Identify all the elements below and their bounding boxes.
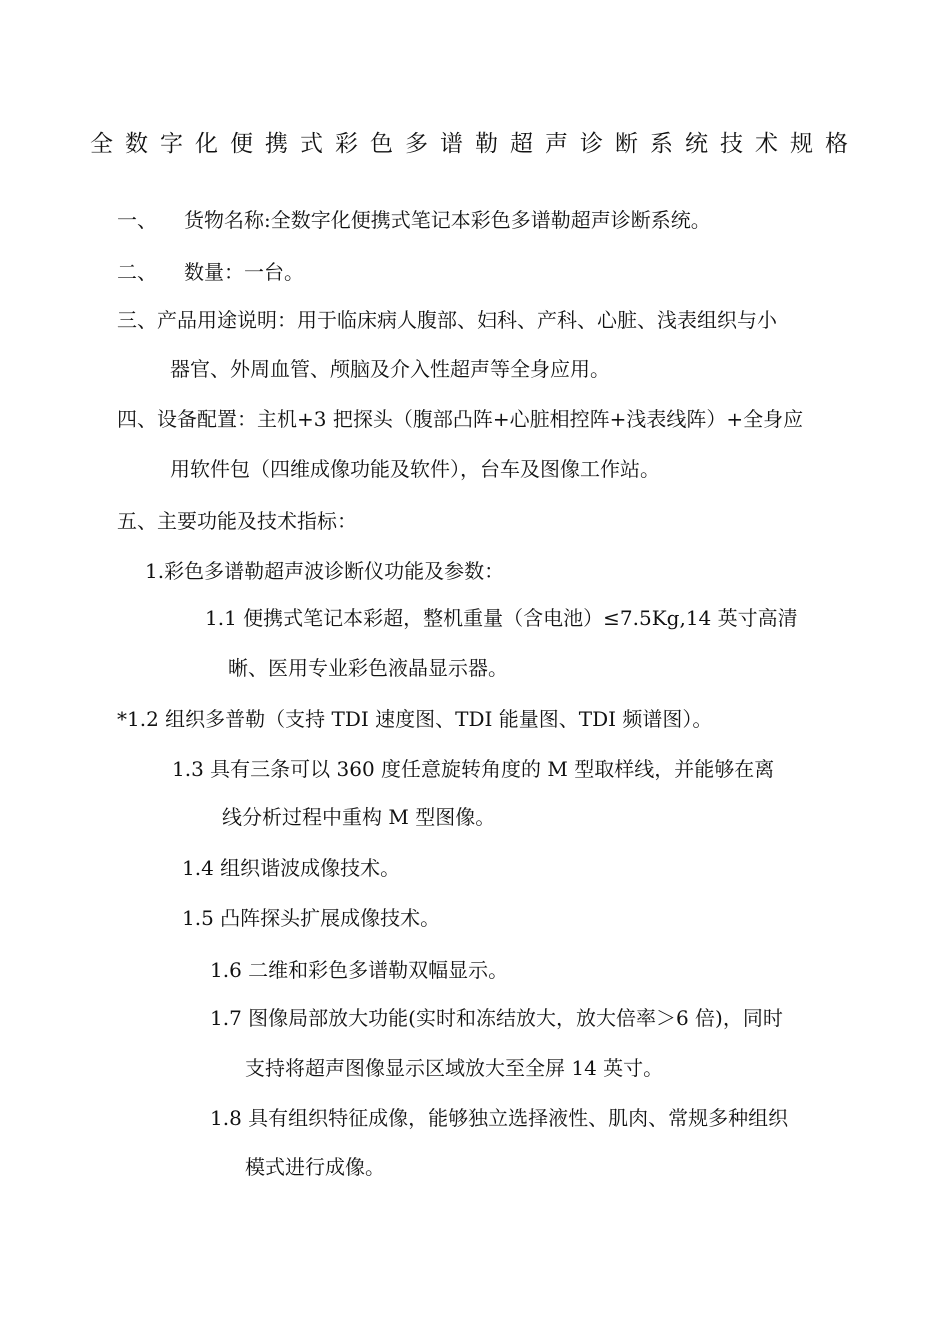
section-main-functions: 五、主要功能及技术指标：	[117, 509, 357, 533]
section-product-usage: 三、产品用途说明：用于临床病人腹部、妇科、产科、心脏、浅表组织与小	[117, 308, 777, 332]
page-title: 全数字化便携式彩色多谱勒超声诊断系统技术规格	[90, 131, 860, 157]
spec-item-cont: 模式进行成像。	[245, 1155, 385, 1179]
spec-item: 1.8 具有组织特征成像，能够独立选择液性、肌肉、常规多种组织	[210, 1106, 789, 1130]
section-product-usage-cont: 器官、外周血管、颅脑及介入性超声等全身应用。	[170, 357, 610, 381]
section-equipment-config-cont: 用软件包（四维成像功能及软件），台车及图像工作站。	[170, 457, 660, 481]
section-quantity	[117, 257, 304, 287]
spec-item: 1.6 二维和彩色多谱勒双幅显示。	[210, 958, 509, 982]
section-text: 货物名称:全数字化便携式笔记本彩色多谱勒超声诊断系统。	[184, 208, 711, 232]
subsection-heading: 1.彩色多谱勒超声波诊断仪功能及参数：	[145, 559, 505, 583]
section-equipment-config: 四、设备配置：主机+3 把探头（腹部凸阵+心脏相控阵+浅表线阵）+全身应	[117, 407, 804, 431]
section-number: 二、	[117, 260, 157, 284]
spec-item-cont: 线分析过程中重构 M 型图像。	[222, 805, 496, 829]
spec-item-cont: 支持将超声图像显示区域放大至全屏 14 英寸。	[245, 1056, 664, 1080]
section-goods-name	[117, 205, 711, 235]
spec-item: 1.5 凸阵探头扩展成像技术。	[182, 906, 441, 930]
spec-item: *1.2 组织多普勒（支持 TDI 速度图、TDI 能量图、TDI 频谱图）。	[117, 707, 713, 731]
spec-item: 1.3 具有三条可以 360 度任意旋转角度的 M 型取样线，并能够在离	[172, 757, 775, 781]
spec-item: 1.1 便携式笔记本彩超，整机重量（含电池）≤7.5Kg,14 英寸高清	[205, 606, 798, 630]
section-text: 数量：一台。	[184, 260, 304, 284]
spec-item: 1.4 组织谐波成像技术。	[182, 856, 401, 880]
spec-item: 1.7 图像局部放大功能(实时和冻结放大，放大倍率＞6 倍)，同时	[210, 1006, 783, 1030]
spec-item-cont: 晰、医用专业彩色液晶显示器。	[228, 656, 508, 680]
section-number: 一、	[117, 208, 157, 232]
